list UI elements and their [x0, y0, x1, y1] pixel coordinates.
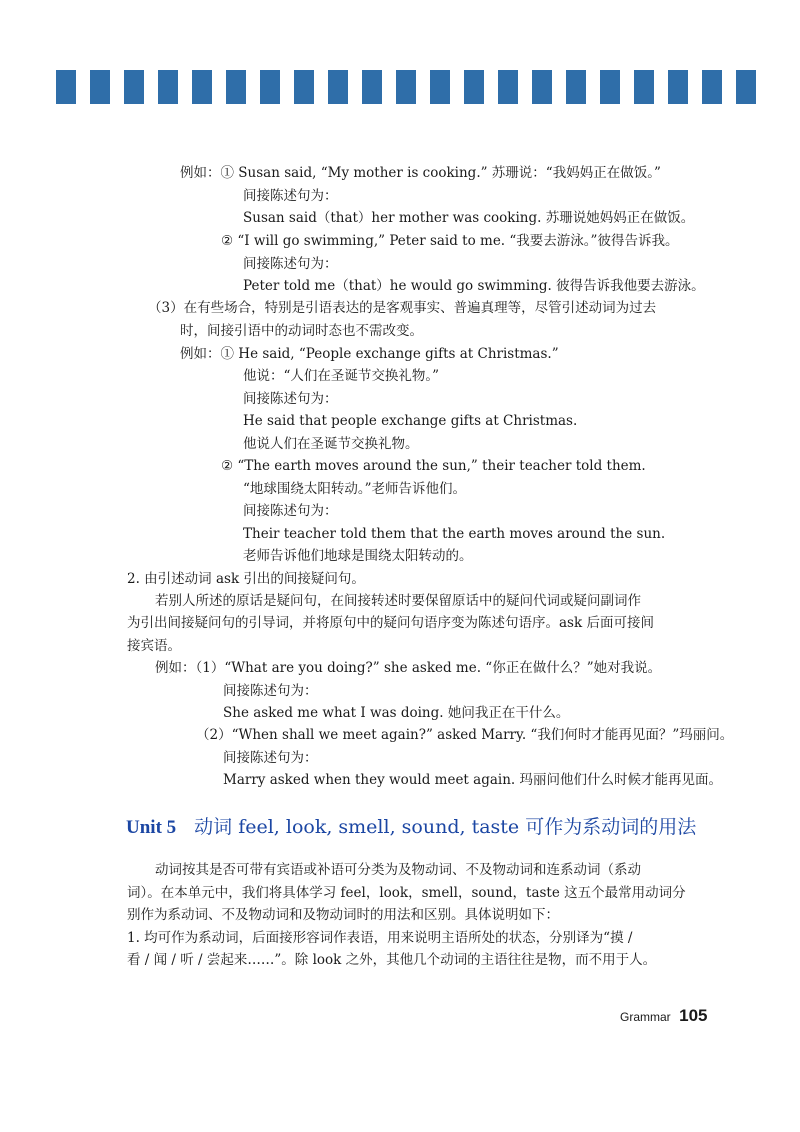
text-line: 词）。在本单元中，我们将具体学习 feel，look，smell，sound，taste 这五个最常用动词分: [127, 885, 686, 901]
decorative-bar: [566, 70, 586, 104]
text-line: 间接陈述句为：: [223, 750, 318, 766]
text-line: “地球围绕太阳转动。”老师告诉他们。: [243, 481, 467, 497]
decorative-bar: [328, 70, 348, 104]
text-line: 老师告诉他们地球是围绕太阳转动的。: [243, 548, 473, 564]
text-line: 间接陈述句为：: [243, 391, 338, 407]
unit-title: 动词 feel, look, smell, sound, taste 可作为系动词的用法: [194, 816, 697, 838]
text-line: 间接陈述句为：: [243, 256, 338, 272]
text-line: Susan said（that）her mother was cooking. 苏珊说她妈妈正在做饭。: [243, 210, 695, 226]
decorative-bar: [158, 70, 178, 104]
text-line: （3）在有些场合，特别是引语表达的是客观事实、普遍真理等，尽管引述动词为过去: [148, 300, 657, 316]
decorative-bar: [464, 70, 484, 104]
decorative-bar: [294, 70, 314, 104]
text-line: 看 / 闻 / 听 / 尝起来……”。除 look 之外，其他几个动词的主语往往是物，而不用于人。: [127, 952, 657, 968]
decorative-bar: [634, 70, 654, 104]
text-line: 接宾语。: [127, 638, 181, 654]
text-line: 他说：“人们在圣诞节交换礼物。”: [243, 368, 440, 384]
text-line: 动词按其是否可带有宾语或补语可分类为及物动词、不及物动词和连系动词（系动: [155, 862, 641, 878]
text-line: 例如：① He said, “People exchange gifts at Christmas.”: [180, 346, 559, 362]
text-line: 别作为系动词、不及物动词和及物动词时的用法和区别。具体说明如下：: [127, 907, 559, 923]
text-line: 若别人所述的原话是疑问句，在间接转述时要保留原话中的疑问代词或疑问副词作: [155, 593, 641, 609]
unit-heading: [126, 815, 696, 840]
decorative-bar: [736, 70, 756, 104]
decorative-bar: [192, 70, 212, 104]
decorative-bar: [362, 70, 382, 104]
decorative-bar: [532, 70, 552, 104]
text-line: ② “The earth moves around the sun,” their teacher told them.: [221, 458, 646, 474]
text-line: 时，间接引语中的动词时态也不需改变。: [180, 323, 423, 339]
text-line: （2）“When shall we meet again?” asked Marry. “我们何时才能再见面？”玛丽问。: [196, 727, 734, 743]
page-number: 105: [679, 1006, 708, 1025]
decorative-bar: [600, 70, 620, 104]
text-line: Marry asked when they would meet again. 玛丽问他们什么时候才能再见面。: [223, 772, 722, 788]
decorative-bar: [430, 70, 450, 104]
text-line: 2. 由引述动词 ask 引出的间接疑问句。: [127, 571, 365, 587]
text-line: 他说人们在圣诞节交换礼物。: [243, 436, 419, 452]
text-line: ② “I will go swimming,” Peter said to me. “我要去游泳。”彼得告诉我。: [221, 233, 679, 249]
unit-number: Unit 5: [126, 817, 177, 838]
text-line: 为引出间接疑问句的引导词，并将原句中的疑问句语序变为陈述句语序。ask 后面可接间: [127, 615, 654, 631]
decorative-bar: [56, 70, 76, 104]
decorative-bar: [226, 70, 246, 104]
text-line: 间接陈述句为：: [223, 683, 318, 699]
text-line: 1. 均可作为系动词，后面接形容词作表语，用来说明主语所处的状态，分别译为“摸 /: [127, 930, 633, 946]
decorative-bar: [260, 70, 280, 104]
page-footer: [620, 1006, 708, 1026]
decorative-bar: [396, 70, 416, 104]
text-line: 例如：（1）“What are you doing?” she asked me. “你正在做什么？”她对我说。: [155, 660, 662, 676]
section-label: Grammar: [620, 1010, 671, 1024]
decorative-bar-strip: [56, 70, 756, 104]
decorative-bar: [90, 70, 110, 104]
decorative-bar: [124, 70, 144, 104]
decorative-bar: [498, 70, 518, 104]
text-line: 间接陈述句为：: [243, 188, 338, 204]
text-line: She asked me what I was doing. 她问我正在干什么。: [223, 705, 570, 721]
decorative-bar: [702, 70, 722, 104]
text-line: Peter told me（that）he would go swimming. 彼得告诉我他要去游泳。: [243, 278, 705, 294]
text-line: 例如：① Susan said, “My mother is cooking.” 苏珊说：“我妈妈正在做饭。”: [180, 165, 661, 181]
text-line: He said that people exchange gifts at Christmas.: [243, 413, 578, 429]
text-line: 间接陈述句为：: [243, 503, 338, 519]
text-line: Their teacher told them that the earth moves around the sun.: [243, 526, 666, 542]
decorative-bar: [668, 70, 688, 104]
